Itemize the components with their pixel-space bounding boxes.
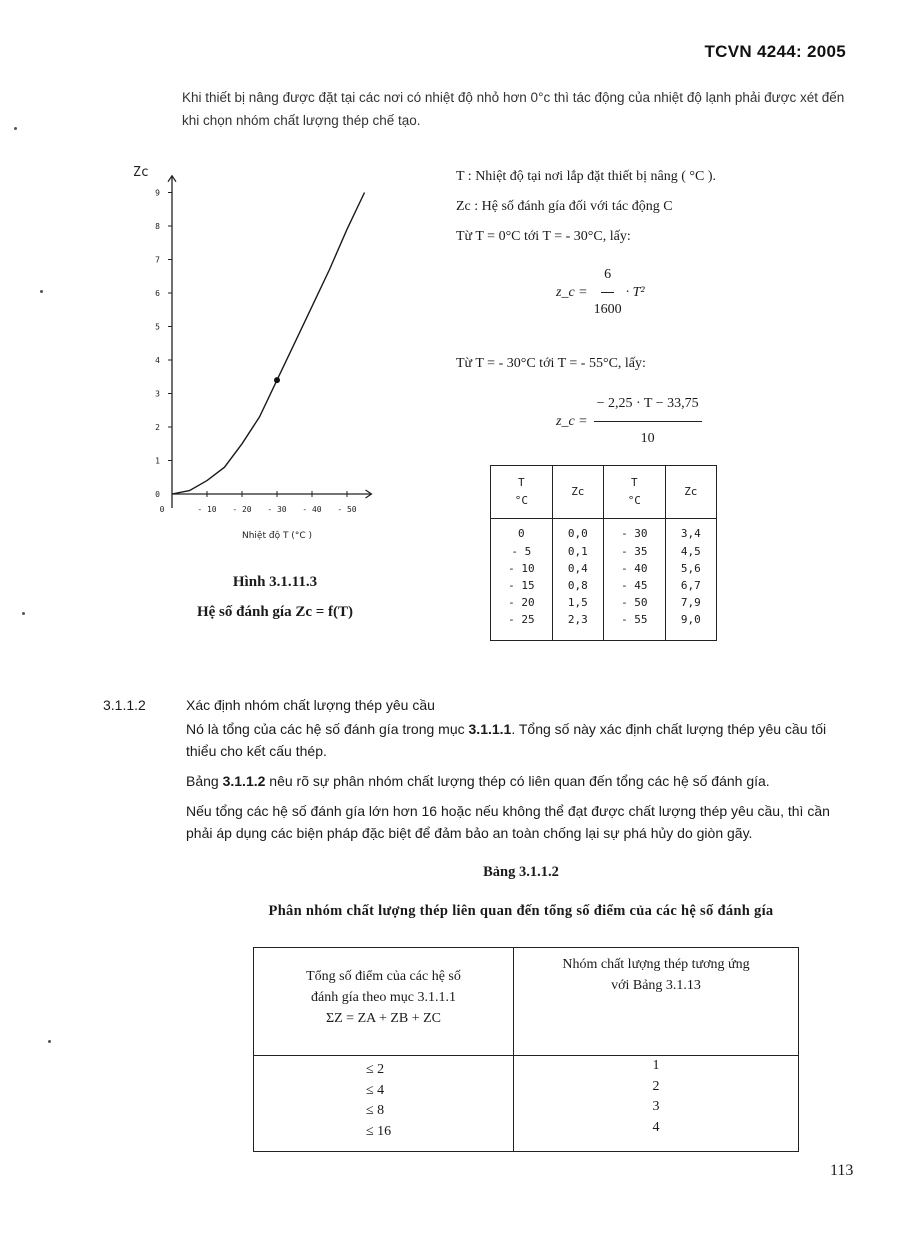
table-cell: - 5 (491, 543, 553, 560)
standard-code: TCVN 4244: 2005 (704, 42, 846, 61)
table-cell: 3,4 (665, 519, 716, 543)
zc-table-head-t2: T °C (603, 466, 665, 519)
y-tick-label: 9 (155, 188, 160, 198)
y-tick-label: 7 (155, 255, 160, 265)
figure-number: Hình 3.1.11.3 (232, 574, 318, 590)
scan-speck (40, 290, 43, 293)
series-line (172, 193, 365, 495)
legend-block (456, 162, 716, 454)
zc-table-head-t1: T °C (491, 466, 553, 519)
zc-table-header (491, 466, 717, 519)
table-row (491, 560, 717, 577)
table-cell: - 15 (491, 577, 553, 594)
section-number: 3.1.1.2 (103, 697, 146, 713)
page-number: 113 (830, 1162, 854, 1179)
formula-2-denominator: 10 (640, 431, 655, 446)
table-row (491, 519, 717, 543)
table-cell: - 55 (603, 611, 665, 641)
zc-table-head-zc1: Zc (552, 466, 603, 519)
figure-title: Hệ số đánh gía Zc = f(T) (196, 604, 354, 620)
legend-zc: Zc : Hệ số đánh gía đối với tác động C (456, 199, 673, 214)
table-cell: - 50 (603, 594, 665, 611)
table-cell: 0,1 (552, 543, 603, 560)
x-axis-label: Nhiệt độ T (°C ) (242, 531, 312, 541)
table-cell: 0,8 (552, 577, 603, 594)
legend-t: T : Nhiệt độ tại nơi lắp đặt thiết bị nâng ( °C ). (456, 169, 717, 184)
intro-paragraph: Khi thiết bị nâng được đặt tại các nơi có nhiệt độ nhỏ hơn 0°c thì tác động của nhiệt độ lạnh phải được xét đến khi chọn nhóm chất lượng thép chế tạo. (182, 90, 845, 128)
zc-table-head-zc2: Zc (665, 466, 716, 519)
y-tick-label: 5 (155, 322, 160, 332)
steel-group-table-header (254, 948, 799, 1056)
table-row (491, 594, 717, 611)
col2-header: Nhóm chất lượng thép tương ứng với Bảng 3.1.13 (514, 948, 799, 1056)
formula-1-denominator: 1600 (593, 302, 622, 317)
table-row (491, 543, 717, 560)
col1-values (254, 1056, 514, 1152)
table-cell: 7,9 (665, 594, 716, 611)
y-tick-label: 6 (155, 289, 160, 298)
steel-group-table (253, 947, 799, 1152)
section-title: Xác định nhóm chất lượng thép yêu cầu (186, 697, 435, 713)
scan-speck (14, 127, 17, 130)
table-cell: 1 (652, 1058, 660, 1073)
table-cell: 2,3 (552, 611, 603, 641)
table-cell: 6,7 (665, 577, 716, 594)
table-number: Bảng 3.1.1.2 (483, 864, 559, 880)
formula-2-fraction (594, 389, 702, 454)
table-cell: - 40 (603, 560, 665, 577)
table-cell: 2 (652, 1078, 660, 1094)
formula-2 (556, 389, 716, 454)
table-cell: ≤ 8 (366, 1103, 385, 1118)
table-cell: ≤ 2 (366, 1062, 385, 1077)
scan-speck (22, 612, 25, 615)
formula-1-lhs: z_c = (556, 284, 588, 300)
formula-2-lhs: z_c = (556, 413, 588, 429)
x-tick-label: - 40 (302, 505, 322, 514)
table-row (491, 611, 717, 641)
y-axis-label: Zc (133, 165, 149, 180)
formula-1-numerator: 6 (601, 260, 614, 293)
x-tick-label: - 20 (232, 505, 252, 514)
formula-2-numerator: − 2,25 · T − 33,75 (594, 389, 702, 422)
col2-values (514, 1056, 799, 1152)
formula-1-fraction (594, 260, 622, 325)
table-cell: - 20 (491, 594, 553, 611)
x-tick-label: - 30 (267, 505, 287, 514)
y-tick-label: 4 (155, 356, 160, 365)
y-tick-label: 1 (155, 456, 160, 466)
col1-header: Tổng số điểm của các hệ số đánh gía theo mục 3.1.1.1 ΣZ = ZA + ZB + ZC (254, 948, 514, 1056)
legend-range-1: Từ T = 0°C tới T = - 30°C, lấy: (456, 229, 631, 244)
table-row (491, 577, 717, 594)
zc-table (490, 465, 717, 641)
table-cell: 3 (652, 1099, 660, 1114)
table-cell: 0,0 (552, 519, 603, 543)
table-cell: 9,0 (665, 611, 716, 641)
y-tick-label: 3 (155, 389, 160, 399)
scan-speck (48, 1040, 51, 1043)
table-cell: 1,5 (552, 594, 603, 611)
x-tick-label: - 50 (337, 505, 357, 514)
table-cell: 4 (652, 1119, 660, 1135)
section-paragraph-1: Nó là tổng của các hệ số đánh gía trong mục 3.1.1.1. Tổng số này xác định chất lượng thép yêu cầu tối thiểu cho kết cấu thép. (186, 721, 827, 759)
steel-group-table-body (254, 1056, 799, 1152)
table-cell: - 25 (491, 611, 553, 641)
section-paragraph-2: Bảng 3.1.1.2 nêu rõ sự phân nhóm chất lượng thép có liên quan đến tổng các hệ số đánh gía. (186, 773, 770, 789)
table-cell: ≤ 4 (366, 1082, 385, 1098)
table-cell: - 30 (603, 519, 665, 543)
table-cell: - 45 (603, 577, 665, 594)
y-tick-label: 8 (155, 222, 160, 231)
zc-chart (125, 160, 385, 560)
data-point (274, 377, 280, 383)
section-paragraph-3: Nếu tổng các hệ số đánh gía lớn hơn 16 hoặc nếu không thể đạt được chất lượng thép yêu cầu, thì cần phải áp dụng các biện pháp đặc biệt để đảm bảo an toàn chống lại sự phá hủy do giòn gãy. (186, 803, 830, 841)
table-cell: - 10 (491, 560, 553, 577)
formula-1 (556, 260, 716, 325)
table-title: Phân nhóm chất lượng thép liên quan đến tổng số điểm của các hệ số đánh gía (268, 903, 774, 919)
x-tick-label: - 10 (197, 505, 217, 514)
table-cell: 0,4 (552, 560, 603, 577)
y-tick-label: 0 (155, 490, 160, 499)
table-cell: 5,6 (665, 560, 716, 577)
y-tick-label: 2 (155, 423, 160, 432)
legend-range-2: Từ T = - 30°C tới T = - 55°C, lấy: (456, 356, 646, 371)
table-cell: - 35 (603, 543, 665, 560)
table-cell: 4,5 (665, 543, 716, 560)
table-cell: 0 (491, 519, 553, 543)
formula-1-tail: · T² (625, 284, 645, 300)
table-cell: ≤ 16 (366, 1123, 392, 1139)
x-tick-label: 0 (159, 505, 165, 514)
